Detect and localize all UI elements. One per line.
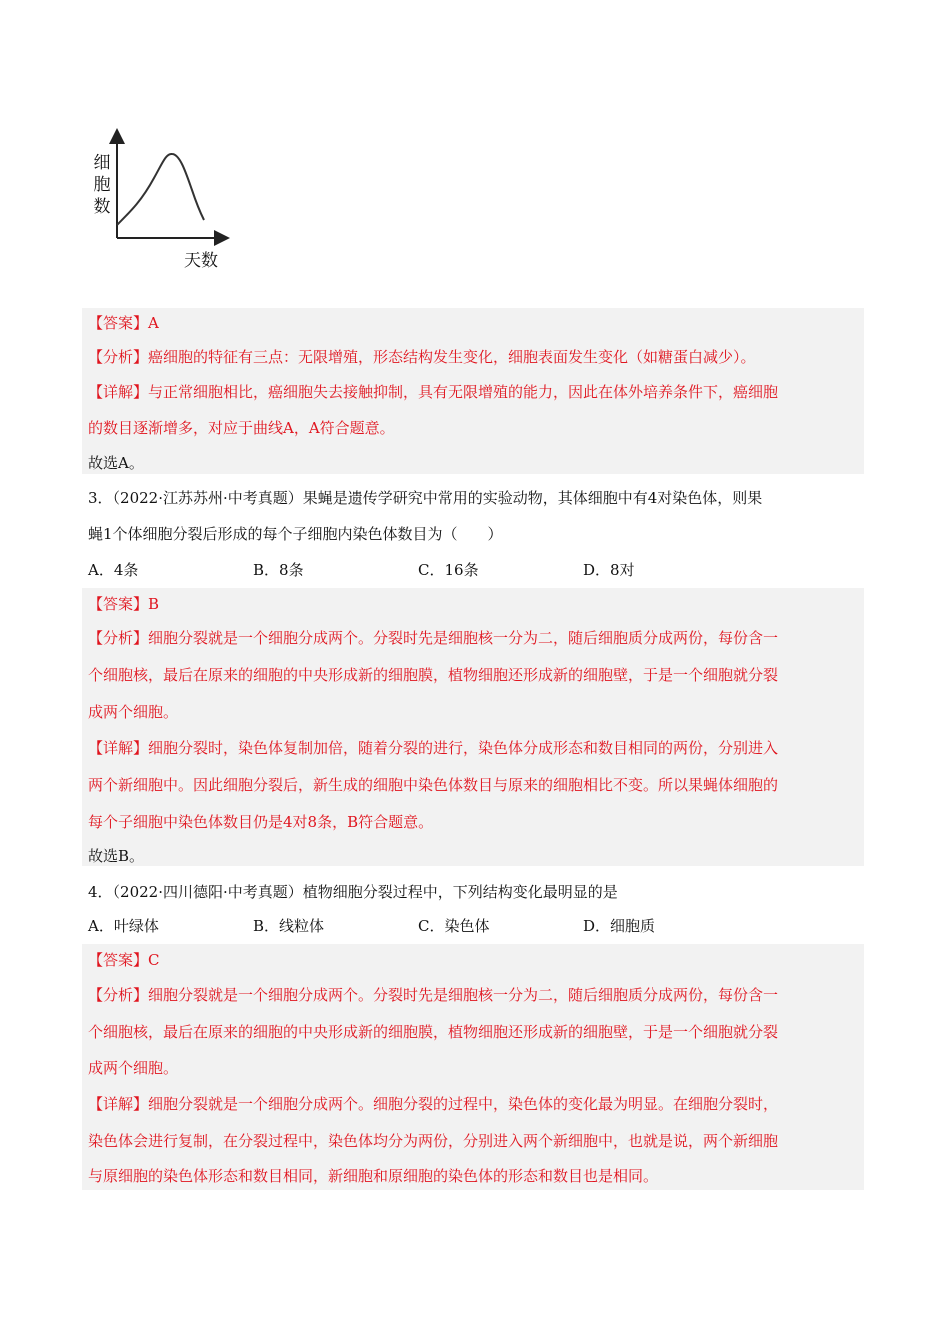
q3-option-c: C．16条: [418, 561, 479, 579]
figure-x-label: 天数: [184, 251, 218, 271]
q4-detail-line: 【详解】细胞分裂就是一个细胞分成两个。细胞分裂的过程中，染色体的变化最为明显。在细胞分裂时，: [88, 1095, 779, 1113]
q3-analysis-line: 【分析】细胞分裂就是一个细胞分成两个。分裂时先是细胞核一分为二，随后细胞质分成两份，每份含一: [88, 629, 779, 647]
y-label-char: 数: [93, 197, 111, 217]
q3-option-b: B．8条: [253, 561, 304, 579]
q3-stem-line: 蝇1个体细胞分裂后形成的每个子细胞内染色体数目为（ ）: [88, 525, 503, 543]
q4-detail-line: 染色体会进行复制，在分裂过程中，染色体均分为两份，分别进入两个新细胞中，也就是说，两个新细胞: [88, 1132, 779, 1150]
q3-stem-line: 3．（2022·江苏苏州·中考真题）果蝇是遗传学研究中常用的实验动物，其体细胞中有4对染色体，则果: [88, 489, 763, 507]
q2-analysis: 【分析】癌细胞的特征有三点：无限增殖，形态结构发生变化，细胞表面发生变化（如糖蛋白减少）。: [88, 348, 756, 366]
q4-option-c: C．染色体: [418, 917, 490, 935]
q4-detail-line: 与原细胞的染色体形态和数目相同，新细胞和原细胞的染色体的形态和数目也是相同。: [88, 1167, 659, 1185]
y-label-char: 胞: [93, 175, 111, 195]
q3-analysis-line: 成两个细胞。: [88, 703, 179, 721]
q4-stem: 4．（2022·四川德阳·中考真题）植物细胞分裂过程中，下列结构变化最明显的是: [88, 883, 618, 901]
q4-answer: 【答案】C: [88, 951, 160, 969]
q3-answer: 【答案】B: [88, 595, 160, 613]
q3-detail-line: 【详解】细胞分裂时，染色体复制加倍，随着分裂的进行，染色体分成形态和数目相同的两份，分别进入: [88, 739, 779, 757]
q2-detail-line: 【详解】与正常细胞相比，癌细胞失去接触抑制，具有无限增殖的能力，因此在体外培养条件下，癌细胞: [88, 383, 779, 401]
cell-count-curve-figure: [84, 128, 244, 278]
q4-option-b: B．线粒体: [253, 917, 325, 935]
q2-answer: 【答案】A: [88, 314, 159, 332]
q3-conclusion: 故选B。: [88, 847, 145, 865]
q4-answer-box: [82, 944, 864, 1190]
q3-analysis-line: 个细胞核，最后在原来的细胞的中央形成新的细胞膜，植物细胞还形成新的细胞壁，于是一个细胞就分裂: [88, 666, 779, 684]
q4-analysis-line: 个细胞核，最后在原来的细胞的中央形成新的细胞膜，植物细胞还形成新的细胞壁，于是一个细胞就分裂: [88, 1023, 779, 1041]
q4-analysis-line: 【分析】细胞分裂就是一个细胞分成两个。分裂时先是细胞核一分为二，随后细胞质分成两份，每份含一: [88, 986, 779, 1004]
growth-curve: [117, 154, 204, 225]
q3-detail-line: 两个新细胞中。因此细胞分裂后，新生成的细胞中染色体数目与原来的细胞相比不变。所以果蝇体细胞的: [88, 776, 779, 794]
q3-option-a: A．4条: [88, 561, 139, 579]
q2-detail-line: 的数目逐渐增多，对应于曲线A，A符合题意。: [88, 419, 395, 437]
q4-option-a: A．叶绿体: [88, 917, 159, 935]
q4-option-d: D．细胞质: [583, 917, 656, 935]
y-label-char: 细: [93, 153, 111, 173]
q3-option-d: D．8对: [583, 561, 635, 579]
q4-analysis-line: 成两个细胞。: [88, 1059, 179, 1077]
q2-conclusion: 故选A。: [88, 454, 144, 472]
q3-detail-line: 每个子细胞中染色体数目仍是4对8条，B符合题意。: [88, 813, 434, 831]
curve-graphic: [84, 128, 244, 258]
